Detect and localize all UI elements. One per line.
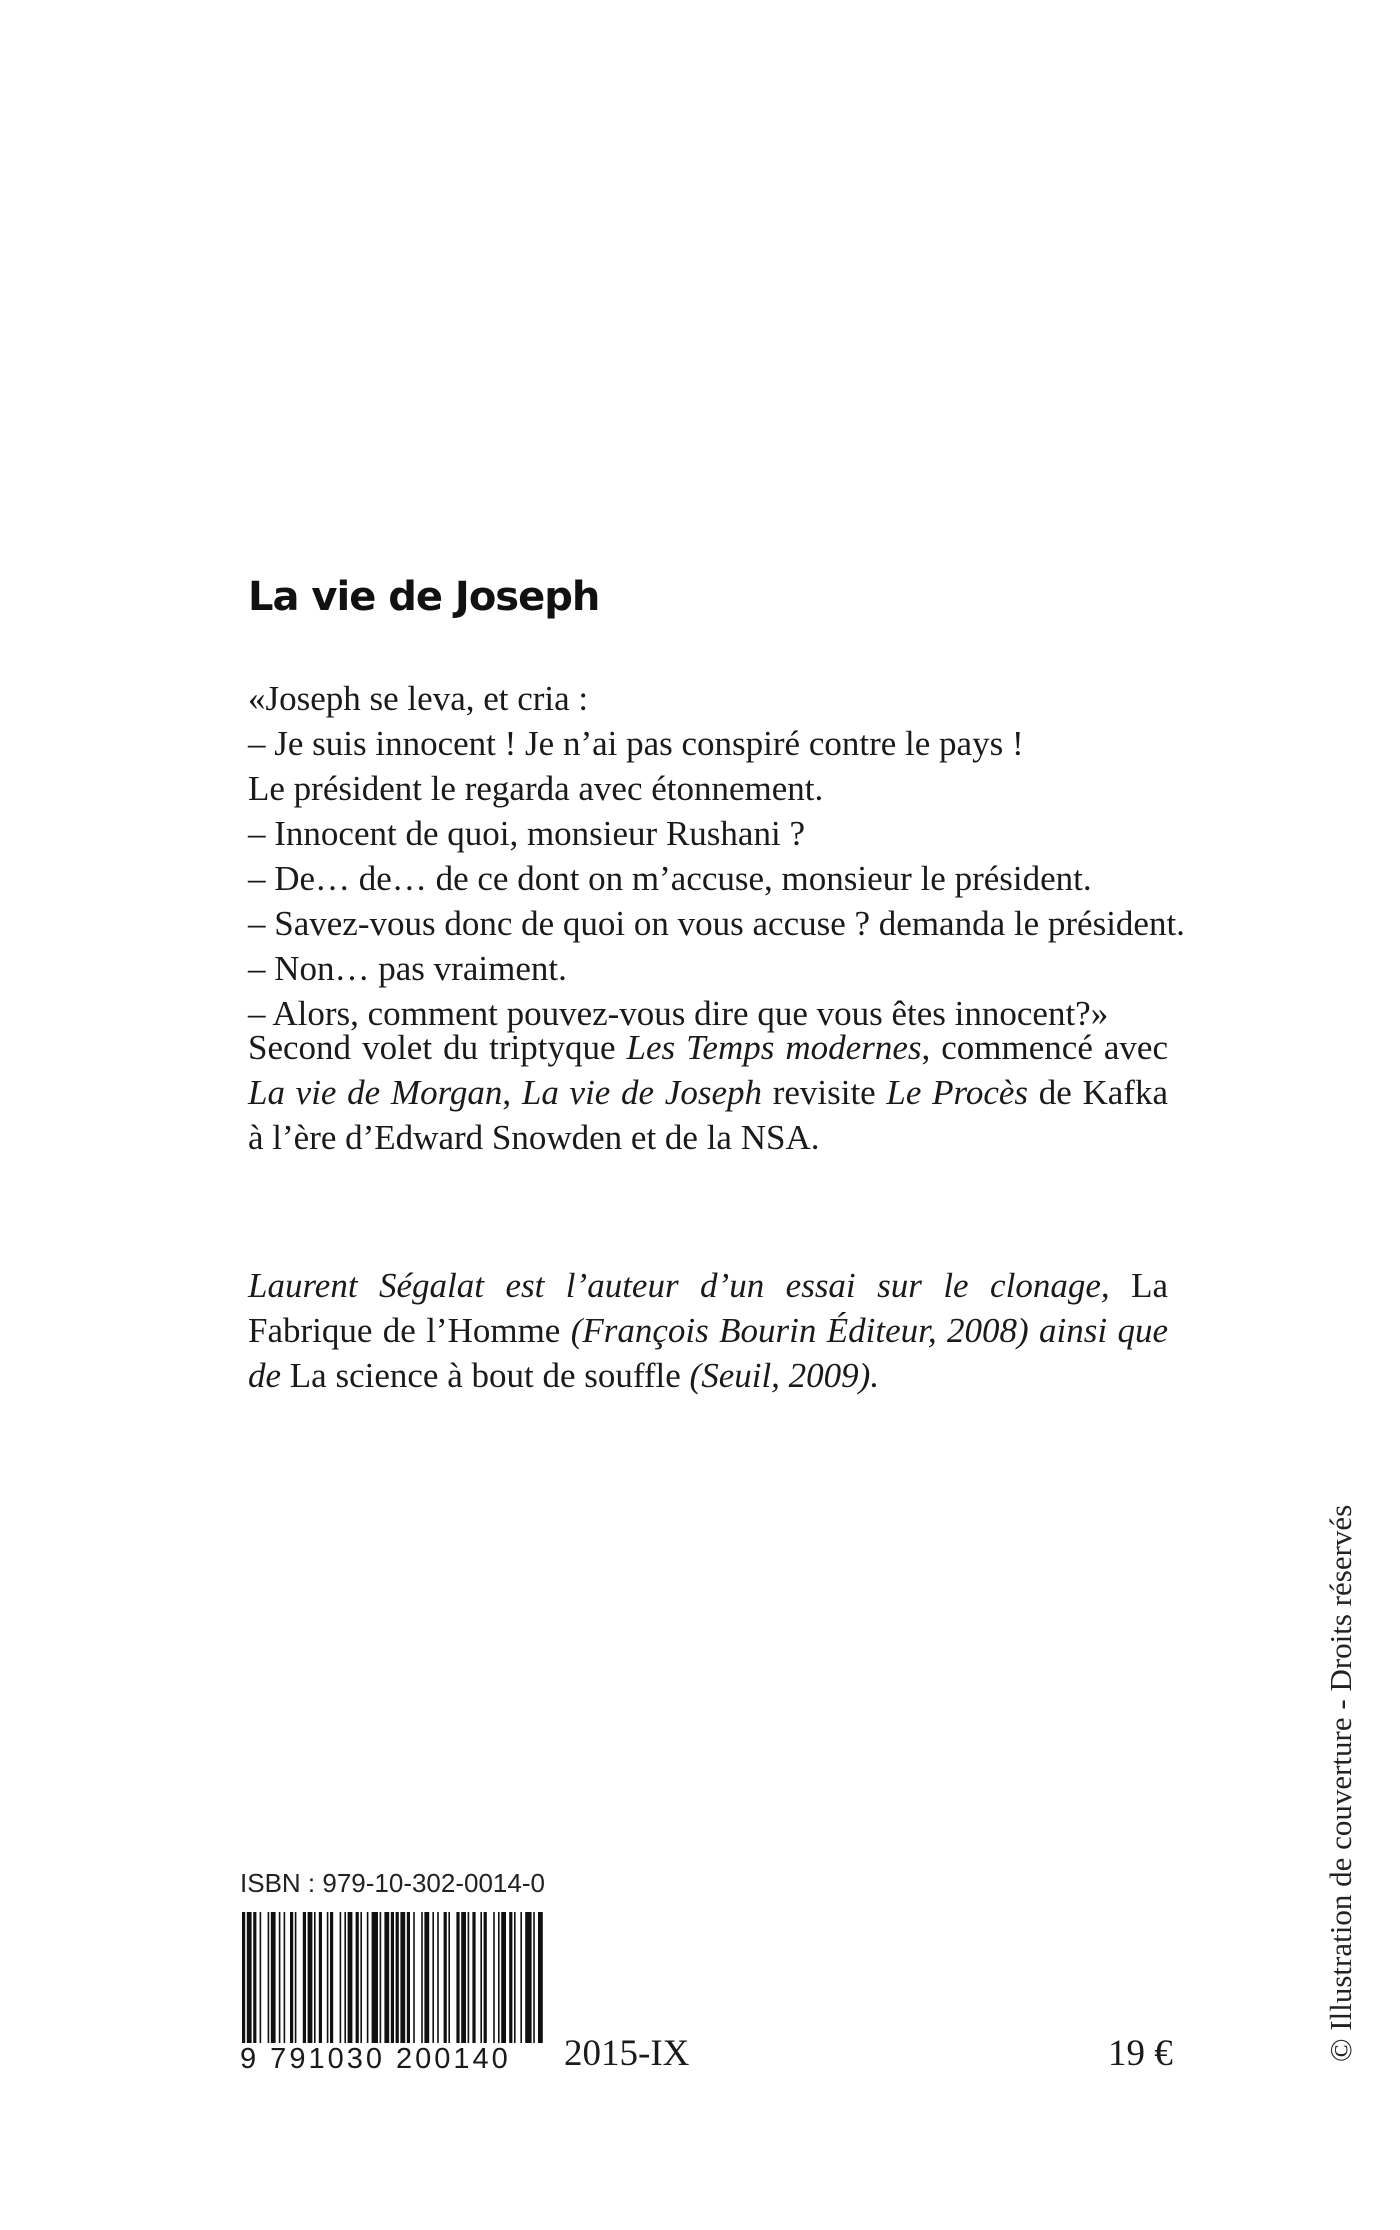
barcode-bar bbox=[284, 1912, 286, 2052]
price-label: 19 € bbox=[1108, 2033, 1173, 2074]
quote-line: – De… de… de ce dont on m’accuse, monsieur le président. bbox=[248, 859, 1092, 898]
barcode-bar bbox=[472, 1912, 475, 2052]
barcode-bar bbox=[456, 1912, 459, 2052]
desc-text: revisite bbox=[761, 1073, 887, 1112]
quote-line: – Je suis innocent ! Je n’ai pas conspiré contre le pays ! bbox=[248, 724, 1024, 763]
barcode-bar bbox=[514, 1912, 516, 2052]
barcode-bar bbox=[461, 1912, 466, 2052]
book-description bbox=[248, 1025, 1168, 1160]
barcode-bar bbox=[384, 1912, 389, 2052]
barcode-bar bbox=[493, 1912, 495, 2052]
barcode-bar bbox=[330, 1912, 333, 2052]
barcode-bar bbox=[480, 1912, 482, 2052]
barcode-bar bbox=[295, 1912, 297, 2052]
excerpt-quote bbox=[248, 676, 1185, 1036]
barcode-bar bbox=[271, 1912, 276, 2052]
barcode-bar bbox=[327, 1912, 329, 2052]
essay-title: La Fabrique de l’Homme bbox=[248, 1266, 1168, 1350]
barcode-bar bbox=[356, 1912, 359, 2052]
barcode-bar bbox=[468, 1912, 470, 2052]
barcode-bar bbox=[424, 1912, 429, 2052]
quote-line: – Innocent de quoi, monsieur Rushani ? bbox=[248, 814, 805, 853]
barcode-digits: 9 791030 200140 bbox=[240, 2043, 546, 2076]
author-text: Laurent Ségalat est l’auteur d’un essai sur le clonage, bbox=[248, 1266, 1110, 1305]
barcode-bar bbox=[484, 1912, 487, 2052]
barcode-bar bbox=[501, 1912, 506, 2052]
author-text: (François Bourin Éditeur, 2008) ainsi que de bbox=[248, 1311, 1168, 1395]
barcode-bar bbox=[308, 1912, 313, 2052]
barcode-bar bbox=[367, 1912, 369, 2052]
barcode-bar bbox=[498, 1912, 500, 2052]
barcode-bar bbox=[344, 1912, 346, 2052]
desc-text: , bbox=[502, 1073, 522, 1112]
essay-title: La science à bout de souffle bbox=[281, 1356, 690, 1395]
book-title-inline: La vie de Joseph bbox=[521, 1073, 762, 1112]
barcode-bar bbox=[413, 1912, 415, 2052]
edition-code: 2015-IX bbox=[564, 2033, 690, 2074]
quote-line: – Savez-vous donc de quoi on vous accuse ? demanda le président. bbox=[248, 904, 1185, 943]
quote-line: – Alors, comment pouvez-vous dire que vous êtes innocent?» bbox=[248, 994, 1109, 1033]
series-title: Les Temps modernes bbox=[626, 1028, 922, 1067]
author-text: (Seuil, 2009). bbox=[689, 1356, 880, 1395]
barcode-bar bbox=[400, 1912, 405, 2052]
barcode-bar bbox=[421, 1912, 423, 2052]
barcode-bar bbox=[509, 1912, 512, 2052]
barcode-bar bbox=[407, 1912, 410, 2052]
quote-line: – Non… pas vraiment. bbox=[248, 949, 567, 988]
barcode-bar bbox=[533, 1912, 535, 2052]
quote-line: «Joseph se leva, et cria : bbox=[248, 679, 589, 718]
barcode-bar bbox=[314, 1912, 316, 2052]
quote-line: Le président le regarda avec étonnement. bbox=[248, 769, 824, 808]
barcode-bar bbox=[290, 1912, 293, 2052]
barcode-bar bbox=[391, 1912, 394, 2052]
barcode-bar bbox=[340, 1912, 342, 2052]
barcode-bar bbox=[448, 1912, 450, 2052]
barcode-bar bbox=[396, 1912, 399, 2052]
desc-text: de Kafka à l’ère d’Edward Snowden et de la NSA. bbox=[248, 1073, 1168, 1157]
author-note bbox=[248, 1263, 1168, 1398]
barcode-bar bbox=[520, 1912, 522, 2052]
desc-text: , commencé avec bbox=[921, 1028, 1168, 1067]
barcode-bar bbox=[247, 1912, 252, 2052]
barcode-bar bbox=[348, 1912, 353, 2052]
barcode-bar bbox=[303, 1912, 306, 2052]
barcode-bar bbox=[432, 1912, 434, 2052]
barcode-bar bbox=[360, 1912, 362, 2052]
barcode-bar bbox=[260, 1912, 262, 2052]
desc-text: Second volet du triptyque bbox=[248, 1028, 627, 1067]
book-title: La vie de Joseph bbox=[248, 574, 600, 620]
isbn-label: ISBN : 979-10-302-0014-0 bbox=[240, 1868, 545, 1898]
barcode-image bbox=[238, 1912, 548, 2052]
cover-credit: © Illustration de couverture - Droits réservés bbox=[1323, 1504, 1358, 2062]
barcode-bar bbox=[437, 1912, 439, 2052]
barcode-bar bbox=[319, 1912, 322, 2052]
kafka-title: Le Procès bbox=[886, 1073, 1029, 1112]
previous-book-title: La vie de Morgan bbox=[248, 1073, 503, 1112]
barcode-bar bbox=[268, 1912, 270, 2052]
barcode-bar bbox=[525, 1912, 531, 2052]
barcode-bar bbox=[372, 1912, 378, 2052]
barcode-bar bbox=[380, 1912, 382, 2052]
barcode-bar bbox=[538, 1912, 543, 2052]
barcode-bar bbox=[279, 1912, 281, 2052]
barcode-bar bbox=[253, 1912, 256, 2052]
barcode-bar bbox=[444, 1912, 447, 2052]
barcode-bar bbox=[242, 1912, 245, 2052]
